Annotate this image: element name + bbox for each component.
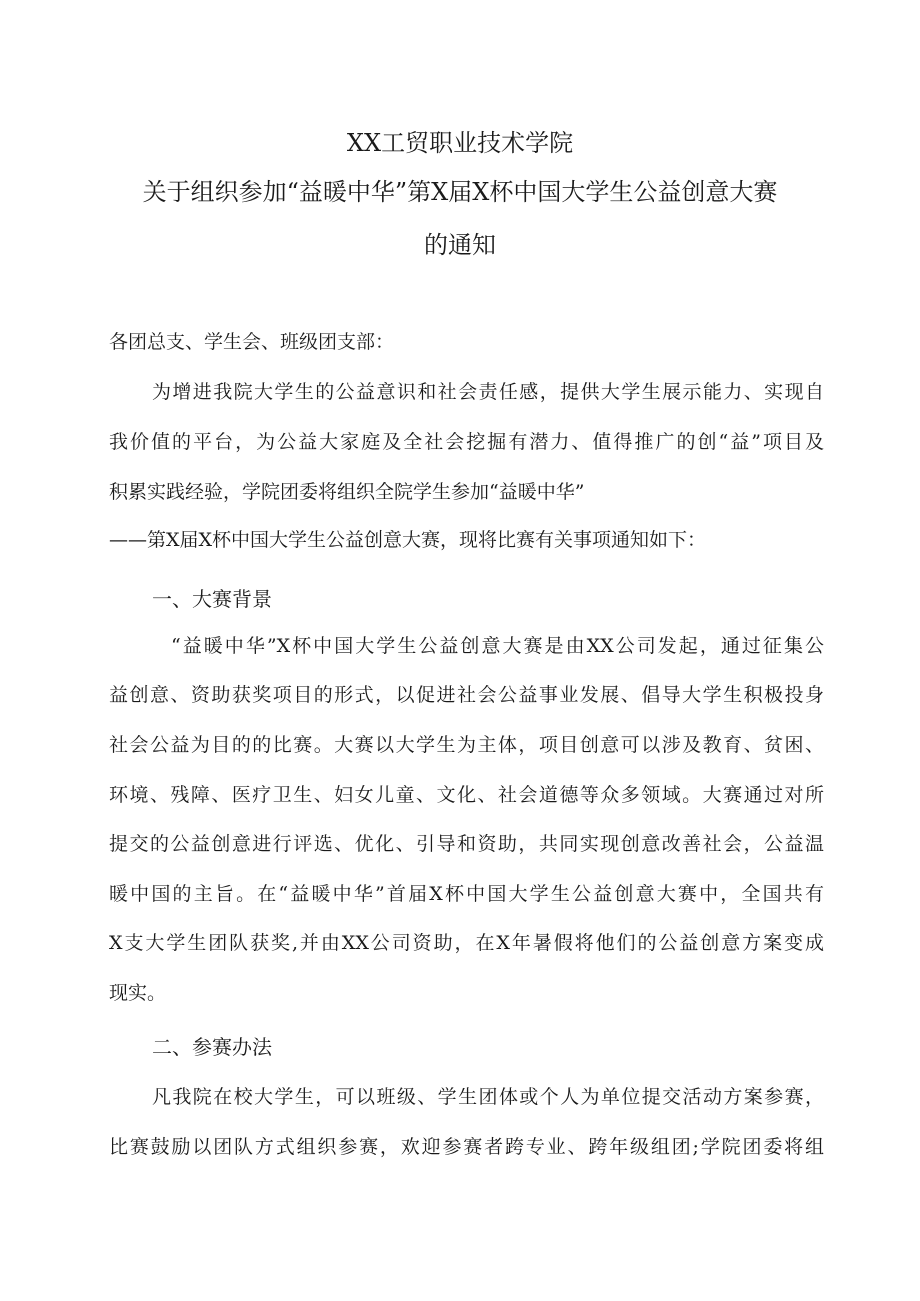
section1-line: 提交的公益创意进行评选、优化、引导和资助，共同实现创意改善社会，公益温	[109, 833, 824, 855]
salutation: 各团总支、学生会、班级团支部：	[109, 331, 395, 353]
intro-line: ——第X届X杯中国大学生公益创意大赛，现将比赛有关事项通知如下：	[109, 529, 707, 551]
section1-line: 环境、残障、医疗卫生、妇女儿童、文化、社会道德等众多领域。大赛通过对所	[109, 784, 824, 806]
section1-line: 现实。	[109, 982, 167, 1004]
section-heading-participation: 二、参赛办法	[152, 1035, 272, 1059]
document-title-subject-end: 的通知	[424, 231, 496, 259]
section2-line: 比赛鼓励以团队方式组织参赛，欢迎参赛者跨专业、跨年级组团;学院团委将组	[109, 1136, 824, 1158]
section2-line: 凡我院在校大学生，可以班级、学生团体或个人为单位提交活动方案参赛，	[152, 1086, 824, 1108]
section1-line: “益暖中华”X杯中国大学生公益创意大赛是由XX公司发起，通过征集公	[171, 635, 824, 657]
intro-line: 我价值的平台，为公益大家庭及全社会挖掘有潜力、值得推广的创“益”项目及	[109, 431, 824, 453]
intro-line: 积累实践经验，学院团委将组织全院学生参加“益暖中华”	[109, 481, 585, 503]
intro-line: 为增进我院大学生的公益意识和社会责任感，提供大学生展示能力、实现自	[152, 381, 824, 403]
section-heading-background: 一、大赛背景	[152, 587, 272, 611]
document-title-subject: 关于组织参加“益暖中华”第X届X杯中国大学生公益创意大赛	[142, 178, 778, 206]
section1-line: 益创意、资助获奖项目的形式，以促进社会公益事业发展、倡导大学生积极投身	[109, 684, 824, 706]
section1-line: X支大学生团队获奖,并由XX公司资助，在X年暑假将他们的公益创意方案变成	[109, 932, 824, 954]
section1-line: 暖中国的主旨。在“益暖中华”首届X杯中国大学生公益创意大赛中，全国共有	[109, 883, 824, 905]
document-title-institution: XX工贸职业技术学院	[346, 129, 574, 157]
section1-line: 社会公益为目的的比赛。大赛以大学生为主体，项目创意可以涉及教育、贫困、	[109, 734, 824, 756]
